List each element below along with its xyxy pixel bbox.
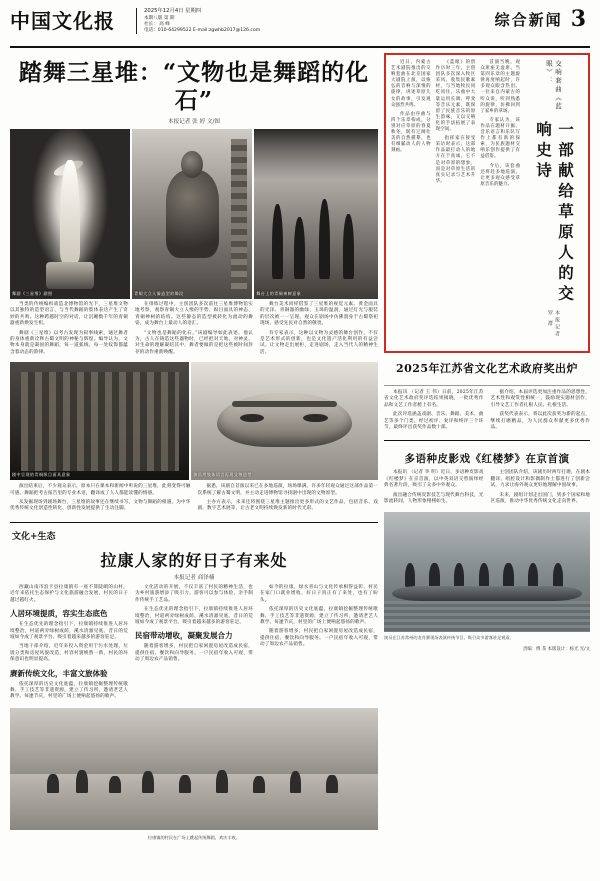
symphony-text: 今后，该套曲还将赴多地巡演，让更多观众感受草原音乐的魅力。: [480, 163, 521, 187]
symphony-text: 首演当晚，观众席座无虚席。当第四乐章的主题旋律再度响起时，许多观众眼含热泪。一位来自内蒙古的听众说，听到熟悉的旋律，仿佛回到了家乡的草场。: [480, 60, 521, 114]
page-footer-note: 责编：傅 茶 本版设计：杨光 光/文: [522, 647, 590, 653]
symphony-paragraph: [391, 60, 431, 154]
symphony-vertical-heading: [525, 60, 583, 347]
symphony-text: 专家认为，该作品在题材开掘、音乐语言和乐队写作上都有新的探索，为民族题材交响乐创作提供了有益借鉴。: [480, 117, 521, 160]
culture-eco-headline: 拉康人家的好日子有来处: [100, 550, 288, 570]
lead-headline: 踏舞三星堆：“文物也是舞蹈的化石”: [18, 59, 370, 114]
symphony-paragraph: [480, 60, 520, 188]
section-title: 综合新闻: [494, 10, 563, 29]
photo-shape-person: [142, 771, 154, 793]
page-body: [10, 53, 590, 881]
culture-eco-text: 依托深厚的历史文化底蕴，拉康镇挖掘整理传统歌舞、手工技艺等非遗资源，建立了传习所，邀请老艺人教学。每逢节庆，村里的广场上便响起悠扬的歌声。: [260, 607, 378, 625]
award-text: 据介绍，本届评选更加注重作品的思想性、艺术性和观赏性相统一，鼓励现实题材创作，引导文艺工作者扎根人民、扎根生活。: [490, 390, 590, 408]
lead-body-columns: [10, 302, 378, 359]
culture-eco-text: 随着游客增多，村民把自家闲置房屋改造成民宿，提供住宿、餐饮和向导服务。一户民宿年收入可观，带动了周边农产品销售。: [260, 629, 378, 648]
culture-eco-text: 文化活动的开展，不仅丰富了村民的精神生活，也为乡村旅游增添了吸引力。游客可以参与体验，亲手制作传统手工艺品。: [135, 584, 253, 603]
culture-eco-text: 当地干部介绍，近年来投入资金用于污水处理、垃圾分类和房屋风貌改造，村容村貌焕然一新，村民的环保意识也明显提高。: [10, 644, 128, 663]
lead-text: 当类的传统编织战造北博物馆的光下，三星堆文物以其独特的造型语言，与当代舞蹈的肢体表达产生了奇妙的共鸣。这种跨越时空的对话，让沉睡数千年的青铜器重新焕发生机。: [10, 302, 128, 327]
page-number: 3: [570, 6, 586, 32]
award-column-2: [491, 390, 591, 434]
masthead-contact: 电话：010-64299522 E-mail:zgwhb2017@126.com: [144, 28, 261, 34]
photo-dancer-statue: [10, 129, 130, 299]
symphony-column-1: [391, 60, 431, 347]
photo-caption-4: 剧中呈现的青铜纵目面具意象: [12, 472, 71, 478]
lead-paragraph: [10, 302, 128, 356]
symphony-byline: 本报记者 罗 群: [547, 310, 560, 339]
culture-eco-text: 随着游客增多，村民把自家闲置房屋改造成民宿，提供住宿、餐饮和向导服务。一户民宿年收入可观，带动了周边农产品销售。: [135, 644, 253, 663]
masthead-publisher: 社长： 高 峰: [144, 21, 170, 27]
lead-photo-row-2: [10, 362, 378, 480]
photo-shape-rower: [553, 563, 563, 587]
lead-body2-column-2: [198, 484, 379, 516]
lead-body-column-3: [260, 302, 378, 359]
photo-shape-person: [326, 775, 338, 793]
shadow-text: 未来，剧组计划走出国门，到多个国家和地区巡演，推动中华优秀传统文化走向世界。: [490, 492, 590, 505]
photo-village-dance: [10, 708, 378, 830]
symphony-text: 近日，内蒙古艺术剧院推出的交响套曲在北京国家大剧院上演，以恢弘的音响与深情的旋律，讲述草原儿女的故事，引发观众强烈共鸣。: [391, 60, 431, 108]
culture-eco-columns: [10, 585, 378, 704]
culture-eco-text: 在生态优先的理念指引下，拉康镇持续推进人居环境整治，村道两旁绿树成荫，溪水清澈见底。昔日的荒坡如今成了观景平台，吸引着越来越多的游客驻足。: [10, 622, 128, 640]
photo-bronze-figure: [132, 129, 252, 299]
symphony-column-2: [436, 60, 476, 347]
culture-eco-text: 依托深厚的历史文化底蕴，拉康镇挖掘整理传统歌舞、手工技艺等非遗资源，建立了传习所，邀请老艺人教学。每逢节庆，村里的广场上便响起悠扬的歌声。: [10, 681, 128, 700]
photo-shape-rower: [479, 563, 489, 587]
masthead-issue: 本期八版 第 期: [144, 15, 175, 21]
award-text: 此次评选涵盖戏剧、音乐、舞蹈、美术、曲艺等多个门类，经过初评、复评和终评三个环节，最终评出获奖作品数十部。: [384, 412, 484, 431]
shadow-text: 演出融合传统皮影技艺与现代舞台科技，光影流转间，人物形象栩栩如生。: [384, 492, 484, 505]
shadow-columns: [384, 470, 590, 508]
photo-shape-figure: [60, 160, 79, 265]
lead-paragraph: [10, 484, 191, 513]
culture-eco-paragraph: [135, 644, 253, 663]
photo-shape-water: [384, 601, 590, 632]
photo-shape-rower: [405, 563, 415, 587]
culture-eco-column-1: [10, 585, 128, 704]
photo-caption-1: 舞剧《三星堆》剧照: [12, 291, 53, 296]
shadow-paragraph: [491, 470, 591, 505]
photo-caption-3: 舞台上的青铜神树意象: [256, 291, 302, 296]
shadow-divider: [384, 440, 590, 441]
photo-shape-person: [179, 775, 191, 793]
culture-eco-paragraph: [260, 585, 378, 649]
culture-eco-subheading-2: 赓新传统文化，丰富文旅体验: [10, 668, 108, 678]
lead-text: 有专家表示，这种以文物为灵感的舞台创作，不仅是艺术形式的创新，也是文化遗产活化利用的有益尝试。让文物走出展柜，走进剧场，走入当代人的精神生活。: [260, 330, 378, 355]
lead-text: 在排练过程中，主创团队多次前往三星堆博物馆实地考察，观察青铜大立人像的手势、纵目面具的神态、青铜神树的结构。这些静态的造型被转化为流动的舞姿，成为舞台上最动人的语汇。: [135, 302, 253, 327]
photo-shape-rower: [528, 563, 538, 587]
photo-shape-silhouette: [343, 214, 354, 279]
photo-shape-person: [290, 771, 302, 793]
lead-body-columns-2: [10, 484, 378, 516]
photo-shape-person: [76, 770, 88, 793]
symphony-title: 一部献给草原人的交响史诗: [534, 121, 575, 306]
culture-eco-byline: 本报记者 商泽楠: [173, 574, 215, 581]
photo-caption-2: 青铜大立人像造型的舞段: [134, 291, 184, 296]
award-divider: [384, 385, 590, 386]
culture-eco-paragraph: [10, 682, 128, 701]
culture-eco-paragraph: [135, 585, 253, 626]
photo-shape-person: [47, 774, 59, 794]
symphony-text: 作品由序曲与四个乐章构成，分别对应草原的春夏秋冬，既有辽阔壮美的自然描摹，也有细腻动人的人物刻画。: [391, 111, 431, 154]
photo-shape-rower: [503, 563, 513, 587]
photo-shape-relief: [21, 372, 179, 471]
photo-shape-ground: [10, 774, 378, 830]
culture-eco-paragraph: [10, 622, 128, 663]
lead-text: 演出结束后，不少观众表示，原本只在课本和新闻中听说的三星堆，此刻变得可触可感。舞蹈把考古报告里的专业术语，翻译成了人人都能读懂的情感。: [10, 484, 191, 496]
shadow-photo-caption: 演员在江苏常州的龙舟赛现场表演传统节目，吸引众多游客驻足观看。: [384, 635, 514, 641]
culture-eco-subheading-3: 民宿带动增收，凝聚发展合力: [135, 631, 233, 641]
masthead: [10, 8, 590, 48]
photo-shape-silhouette: [272, 204, 283, 279]
shadow-column-1: [384, 470, 484, 508]
culture-eco-text: 如今的拉康，绿水青山与文化传承相得益彰，村民在家门口就业增收，好日子真正有了来处，也有了盼头。: [260, 584, 378, 603]
symphony-text: 《蓝眼》的创作历时三年，主创团队多次深入牧区采风，收集民歌素材，与当地牧民同吃同住。乐曲中大量运用长调、呼麦等音乐元素，既保留了民族音乐的原生韵味，又以交响化的手法拓展了表现空间。: [435, 60, 476, 133]
symphony-text: 指挥家在接受采访时表示，这部作品最打动人的地方在于真诚。它不是对草原的想象，而是对草原生活的真实记录与艺术升华。: [435, 136, 476, 184]
photo-shape-silhouette: [319, 199, 330, 279]
lead-paragraph: [260, 302, 378, 356]
photo-shape-torso: [166, 170, 219, 258]
symphony-kicker: 交响套曲《蓝眼》：: [545, 60, 562, 111]
photo-shape-silhouette: [294, 217, 305, 278]
photo-bronze-mask: [191, 362, 378, 480]
lead-text: 据悉，该剧自首演以来已在多地巡演，场场爆满。许多年轻观众通过这部作品第一次系统了解古蜀文明，并主动走进博物馆寻找剧中出现的文物原型。: [197, 484, 378, 496]
photo-shape-rower: [429, 563, 439, 587]
shadow-headline: 多语种皮影戏《红楼梦》在京首演: [404, 453, 570, 466]
photo-stage-dancers: [254, 129, 378, 299]
shadow-text: 本报讯 （记者 李 明）近日，多语种皮影戏《红楼梦》在京首演，以中英双语交替演绎经典名著片段，吸引了众多中外观众。: [384, 470, 484, 489]
masthead-date: 2025年12月4日 星期四: [144, 8, 202, 14]
lead-text: “文物也是舞蹈的化石。”该剧编导如此表述。他认为，古人在铸造这些器物时，已经把对天地、对神灵、对生命的理解凝结其中，舞者要做的是把这些被时间封存的动作重新唤醒。: [135, 330, 253, 355]
culture-eco-photo-caption: 拉康镇的村民在广场上跳起传统舞蹈，欢庆丰收。: [147, 834, 241, 840]
award-headline: 2025年江苏省文化艺术政府奖出炉: [395, 362, 579, 375]
culture-eco-subheading-1: 人居环境提质，容实生态底色: [10, 609, 108, 619]
lead-text: 主办方表示，未来还将围绕三星堆主题推出更多形式的文艺作品，包括音乐、戏剧、数字艺术展等，让古老文明持续焕发新的时代光彩。: [197, 500, 378, 512]
shadow-paragraph: [384, 470, 484, 505]
photo-shape-person: [253, 776, 265, 793]
photo-bronze-relief: [10, 362, 189, 480]
photo-shape-person: [216, 770, 228, 793]
left-column: [10, 53, 378, 881]
lead-body2-column-1: [10, 484, 191, 516]
lead-photo-strip: [10, 129, 378, 299]
symphony-feature-box: [384, 53, 590, 353]
lead-paragraph: [198, 484, 379, 513]
photo-shape-base: [46, 262, 94, 289]
photo-shape-column: [231, 139, 248, 289]
photo-shape-person: [109, 776, 121, 793]
photo-shape-boat: [392, 586, 582, 602]
newspaper-logo: 中国文化报: [10, 9, 115, 33]
masthead-section-group: [495, 8, 590, 30]
shadow-column-2: [491, 470, 591, 508]
photo-caption-5: 演员用肢体语言再现文物造型: [193, 472, 252, 478]
culture-eco-intro: [10, 585, 128, 604]
award-paragraph: [491, 390, 591, 431]
right-column: [384, 53, 590, 881]
award-text: 本报讯 （记者 王 伟）日前，2025年江苏省文化艺术政府奖评选结果揭晓，一批优秀作品和文艺工作者榜上有名。: [384, 390, 484, 408]
symphony-text-columns: [391, 60, 520, 347]
photo-shape-band: [254, 129, 378, 180]
award-columns: [384, 390, 590, 434]
photo-shape-brow: [232, 401, 337, 407]
culture-eco-text: 西藏山南市浪卡县拉康镇有一座不算陡峭的山村，近年来依托生态保护与文化旅游融合发展，村民的日子越过越红火。: [10, 584, 128, 603]
culture-eco-column-2: [135, 585, 253, 704]
lead-text: 舞剧《三星堆》以考古发现为叙事线索，通过舞者的身体重新诠释古蜀文明的神秘与辉煌。编导认为，文物本身就是凝固的舞蹈，每一道弧线、每一处纹饰都蕴含着动态的韵律。: [10, 330, 128, 355]
lead-text: 从发掘现场到剧场舞台，三星堆的故事还在继续书写。文物与舞蹈的相遇，为中华优秀传统文化创造性转化、创新性发展提供了生动注脚。: [10, 500, 191, 512]
lead-text: 舞台美术同样借鉴了三星堆的视觉元素。黄金面具的光泽、青铜器的幽绿、玉璋的温润，通过灯光与服装的层次被一一呈现。观众在剧场中仿佛置身于古蜀祭祀现场，感受先民对自然的敬畏。: [260, 302, 378, 327]
lead-paragraph: [135, 302, 253, 356]
photo-shape-rower: [454, 563, 464, 587]
photo-dragon-boat: [384, 512, 590, 632]
lead-byline: 本报记者 张 婷 文/图: [168, 119, 220, 125]
symphony-paragraph: [436, 60, 476, 185]
award-column-1: [384, 390, 484, 434]
shadow-text: 主创团队介绍，该剧历时两年打磨，在剧本翻译、唱腔设计和影偶制作上都进行了创新尝试，力求让海外观众更好地理解中国故事。: [490, 470, 590, 489]
award-paragraph: [384, 390, 484, 431]
section-tag-culture-eco: 文化+生态: [12, 531, 56, 542]
section-divider: [10, 522, 378, 523]
symphony-column-3: [480, 60, 520, 347]
masthead-info: [136, 8, 309, 34]
lead-body-column-2: [135, 302, 253, 359]
culture-eco-text: 在生态优先的理念指引下，拉康镇持续推进人居环境整治，村道两旁绿树成荫，溪水清澈见底。昔日的荒坡如今成了观景平台，吸引着越来越多的游客驻足。: [135, 607, 253, 625]
award-text: 获奖代表表示，将以此次获奖为新的起点，继续打磨精品，为人民群众奉献更多优秀作品。: [490, 412, 590, 431]
culture-eco-column-3: [260, 585, 378, 704]
lead-body-column-1: [10, 302, 128, 359]
